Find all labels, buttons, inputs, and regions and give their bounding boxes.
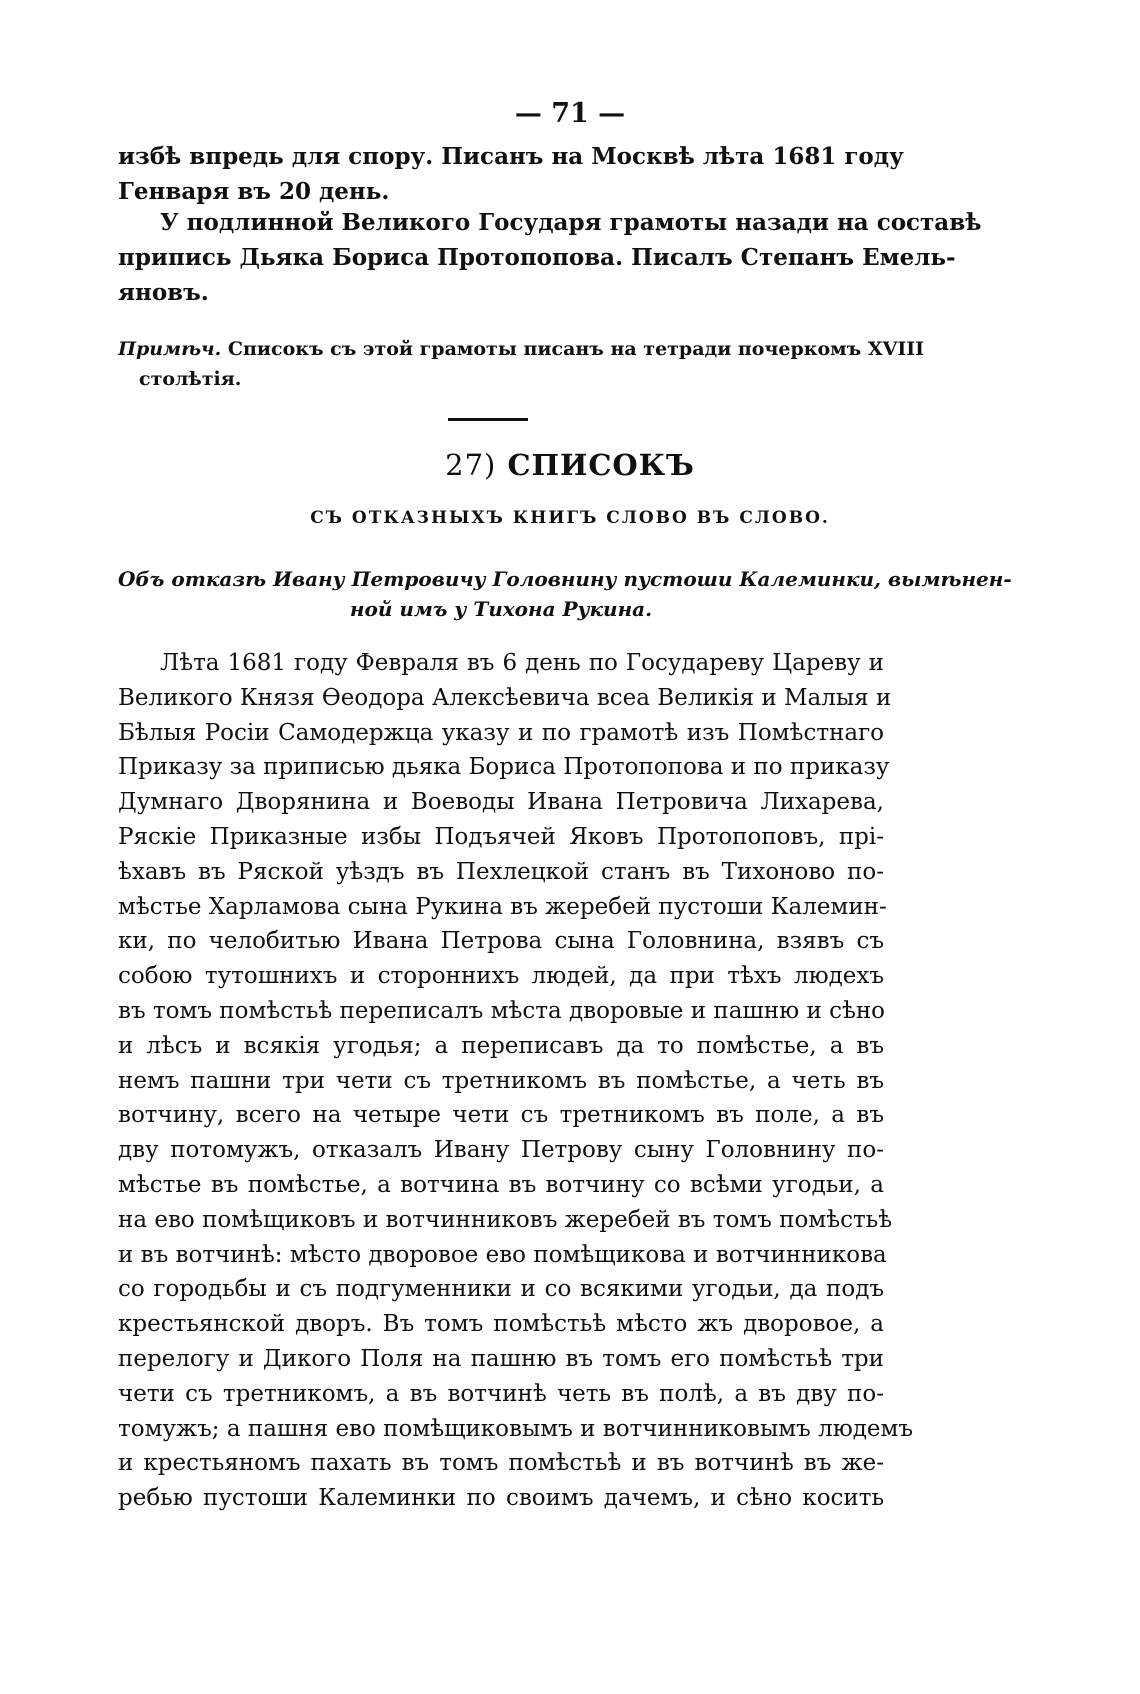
body-line: ѣхавъ въ Ряской уѣздъ въ Пехлецкой станъ въ Тихоново по- — [118, 858, 884, 885]
body-line: чети съ третникомъ, а въ вотчинѣ четь въ полѣ, а въ дву по- — [118, 1380, 884, 1407]
note-label: Примѣч. — [118, 338, 222, 360]
note-first-line — [118, 334, 924, 364]
text-line: припись Дьяка Бориса Протопопова. Писалъ Степанъ Емель- — [118, 244, 956, 271]
body-line: и лѣсъ и всякія угодья; а переписавъ да то помѣстье, а въ — [118, 1032, 884, 1059]
body-line: Приказу за приписью дьяка Бориса Протопопова и по приказу — [118, 754, 890, 781]
text-line: избѣ впредь для спору. Писанъ на Москвѣ лѣта 1681 году — [118, 143, 904, 170]
text-line: Генваря въ 20 день. — [118, 178, 390, 205]
summary-line: Объ отказѣ Ивану Петровичу Головнину пустоши Калеминки, вымѣнен- — [118, 567, 1012, 591]
signature-paragraph — [118, 205, 982, 310]
body-line: дву потомужъ, отказалъ Ивану Петрову сыну Головнину по- — [118, 1137, 884, 1164]
section-number: 27) — [445, 448, 497, 482]
body-line: ребью пустоши Калеминки по своимъ дачемъ, и сѣно косить — [118, 1485, 884, 1512]
body-line: ки, по челобитью Ивана Петрова сына Головнина, взявъ съ — [118, 928, 884, 955]
body-line: мѣстье Харламова сына Рукина въ жеребей пустоши Калемин- — [118, 893, 887, 920]
body-line: мѣстье въ помѣстье, а вотчина въ вотчину со всѣми угодьи, а — [118, 1171, 884, 1198]
section-title — [0, 448, 1140, 482]
body-line: Лѣта 1681 году Февраля въ 6 день по Государеву Цареву и — [160, 650, 884, 676]
body-line: собою тутошнихъ и стороннихъ людей, да при тѣхъ людехъ — [118, 963, 884, 990]
body-line: Ряскіе Приказные избы Подъячей Яковъ Протопоповъ, прі- — [118, 823, 884, 850]
section-summary — [118, 564, 1012, 624]
body-line: и крестьяномъ пахать въ томъ помѣстьѣ и въ вотчинѣ въ же- — [118, 1450, 884, 1477]
body-line: со городьбы и съ подгуменники и со всякими угодьи, да подъ — [118, 1276, 884, 1303]
section-divider — [448, 418, 528, 421]
note-text: Списокъ съ этой грамоты писанъ на тетради почеркомъ XVIII — [227, 338, 924, 360]
body-line: немъ пашни три чети съ третникомъ въ помѣстье, а четь въ — [118, 1067, 884, 1094]
top-paragraph — [118, 139, 904, 209]
body-line: вотчину, всего на четыре чети съ третникомъ въ поле, а въ — [118, 1102, 884, 1129]
body-line: и въ вотчинѣ: мѣсто дворовое ево помѣщикова и вотчинникова — [118, 1241, 887, 1268]
text-line: яновъ. — [118, 279, 209, 306]
note-text: столѣтія. — [139, 368, 242, 390]
body-line: въ томъ помѣстьѣ переписалъ мѣста дворовые и пашню и сѣно — [118, 997, 886, 1024]
section-subtitle: СЪ ОТКАЗНЫХЪ КНИГЪ СЛОВО ВЪ СЛОВО. — [310, 508, 830, 528]
body-text — [118, 646, 914, 1516]
page-number: — 71 — — [514, 98, 626, 129]
section-title-text: СПИСОКЪ — [507, 448, 695, 482]
body-line: крестьянской дворъ. Въ томъ помѣстьѣ мѣсто жъ дворовое, а — [118, 1311, 884, 1338]
summary-line: ной имъ у Тихона Рукина. — [349, 597, 653, 621]
body-line: Бѣлыя Росіи Самодержца указу и по грамотѣ изъ Помѣстнаго — [118, 719, 884, 746]
body-line: Великого Князя Ѳеодора Алексѣевича всеа Великія и Малыя и — [118, 684, 892, 711]
body-line: Думнаго Дворянина и Воеводы Ивана Петровича Лихарева, — [118, 789, 884, 816]
text-line: У подлинной Великого Государя грамоты назади на составѣ — [160, 209, 982, 236]
body-line: перелогу и Дикого Поля на пашню въ томъ его помѣстьѣ три — [118, 1345, 884, 1372]
body-line: на ево помѣщиковъ и вотчинниковъ жеребей въ томъ помѣстьѣ — [118, 1206, 893, 1233]
note — [118, 334, 924, 394]
body-line: томужъ; а пашня ево помѣщиковымъ и вотчинниковымъ людемъ — [118, 1415, 914, 1442]
